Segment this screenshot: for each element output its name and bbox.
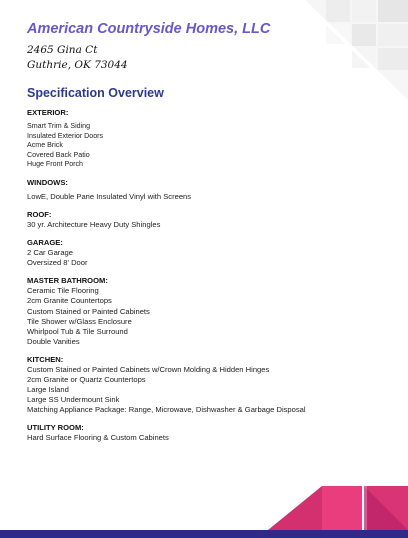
section-heading: UTILITY ROOM: bbox=[27, 423, 84, 433]
section-heading: KITCHEN: bbox=[27, 354, 64, 364]
list-item: Covered Back Patio bbox=[27, 150, 90, 159]
list-item: 30 yr. Architecture Heavy Duty Shingles bbox=[27, 220, 161, 230]
list-item: Whirlpool Tub & Tile Surround bbox=[27, 326, 128, 336]
section-garage bbox=[27, 238, 387, 268]
list-item: Smart Trim & Siding bbox=[27, 122, 91, 130]
bottom-right-accent-shapes bbox=[268, 486, 408, 530]
top-right-grey-tiles bbox=[300, 0, 408, 104]
list-item: Acme Brick bbox=[27, 141, 63, 150]
list-item: Insulated Exterior Doors bbox=[27, 131, 104, 140]
section-heading: EXTERIOR: bbox=[27, 108, 69, 117]
list-item: Ceramic Tile Flooring bbox=[27, 286, 99, 296]
section-roof bbox=[27, 210, 387, 230]
section-kitchen bbox=[27, 355, 387, 415]
list-item: Oversized 8' Door bbox=[27, 258, 88, 268]
section-exterior bbox=[27, 108, 387, 170]
address-street: 2465 Gina Ct bbox=[27, 44, 98, 56]
list-item: 2cm Granite Countertops bbox=[27, 296, 112, 306]
list-item: 2 Car Garage bbox=[27, 248, 74, 258]
address-city-state-zip: Guthrie, OK 73044 bbox=[27, 59, 128, 71]
company-name: American Countryside Homes, LLC bbox=[27, 21, 271, 37]
section-heading: ROOF: bbox=[27, 210, 52, 220]
list-item: Tile Shower w/Glass Enclosure bbox=[27, 316, 132, 326]
list-item: Custom Stained or Painted Cabinets w/Crown Molding & Hidden Hinges bbox=[27, 364, 270, 374]
list-item: Large SS Undermount Sink bbox=[27, 395, 120, 405]
section-master-bathroom bbox=[27, 276, 387, 347]
list-item: Double Vanities bbox=[27, 336, 80, 346]
section-heading: WINDOWS: bbox=[27, 177, 68, 187]
section-utility-room bbox=[27, 423, 387, 443]
list-item: Hard Surface Flooring & Custom Cabinets bbox=[27, 433, 169, 443]
specification-overview-title: Specification Overview bbox=[27, 86, 164, 100]
list-item: 2cm Granite or Quartz Countertops bbox=[27, 375, 146, 384]
list-item: Custom Stained or Painted Cabinets bbox=[27, 306, 150, 316]
list-item: Huge Front Porch bbox=[27, 160, 83, 169]
section-heading: MASTER BATHROOM: bbox=[27, 276, 108, 286]
list-item: Large Island bbox=[27, 385, 69, 395]
section-heading: GARAGE: bbox=[27, 238, 63, 248]
specification-sections bbox=[27, 108, 387, 451]
list-item: LowE, Double Pane Insulated Vinyl with Screens bbox=[27, 191, 192, 201]
bottom-color-bar bbox=[0, 530, 408, 538]
list-item: Matching Appliance Package: Range, Microwave, Dishwasher & Garbage Disposal bbox=[27, 405, 306, 415]
section-windows bbox=[27, 178, 387, 202]
